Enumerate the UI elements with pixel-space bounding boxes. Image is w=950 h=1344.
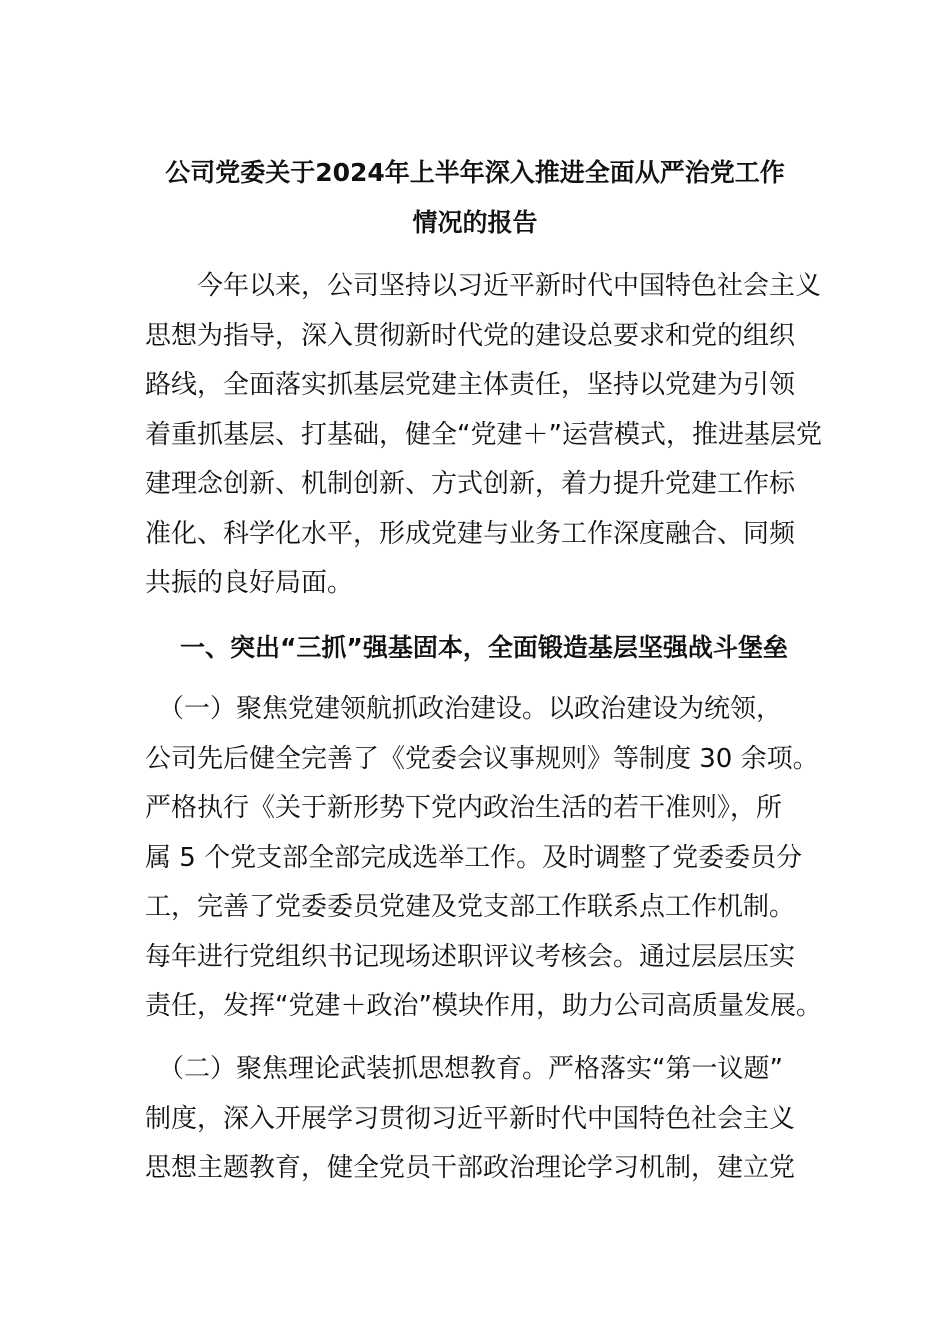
text-line: 路线，全面落实抓基层党建主体责任，坚持以党建为引领 bbox=[145, 370, 796, 400]
text-line: 思想主题教育，健全党员干部政治理论学习机制，建立党 bbox=[145, 1153, 796, 1183]
text-line: 责任，发挥“党建＋政治”模块作用，助力公司高质量发展。 bbox=[145, 991, 822, 1021]
text-line: 属 5 个党支部全部完成选举工作。及时调整了党委委员分 bbox=[145, 842, 803, 873]
text-line: 严格执行《关于新形势下党内政治生活的若干准则》，所 bbox=[145, 793, 783, 823]
title-line-1: 公司党委关于2024年上半年深入推进全面从严治党工作 bbox=[165, 158, 785, 187]
paragraph-political-building bbox=[145, 685, 822, 1032]
section-heading-1: 一、突出“三抓”强基固本，全面锻造基层坚强战斗堡垒 bbox=[180, 633, 788, 662]
intro-paragraph bbox=[145, 262, 822, 609]
text-line: 思想为指导，深入贯彻新时代党的建设总要求和党的组织 bbox=[145, 320, 796, 351]
paragraph-theory-education bbox=[145, 1045, 810, 1194]
text-line: 制度，深入开展学习贯彻习近平新时代中国特色社会主义 bbox=[145, 1103, 796, 1134]
text-line: 着重抓基层、打基础，健全“党建＋”运营模式，推进基层党 bbox=[145, 419, 822, 450]
text-line: 工，完善了党委委员党建及党支部工作联系点工作机制。 bbox=[145, 892, 796, 922]
text-line: 公司先后健全完善了《党委会议事规则》等制度 30 余项。 bbox=[145, 743, 819, 774]
text-line: （二）聚焦理论武装抓思想教育。严格落实“第一议题” bbox=[145, 1054, 783, 1084]
text-line: 共振的良好局面。 bbox=[145, 568, 354, 598]
text-line: （一）聚焦党建领航抓政治建设。以政治建设为统领， bbox=[145, 694, 783, 724]
title-line-2: 情况的报告 bbox=[412, 208, 538, 237]
text-line: 今年以来，公司坚持以习近平新时代中国特色社会主义 bbox=[145, 271, 822, 301]
text-line: 每年进行党组织书记现场述职评议考核会。通过层层压实 bbox=[145, 941, 796, 972]
text-line: 建理念创新、机制创新、方式创新，着力提升党建工作标 bbox=[145, 469, 796, 499]
text-line: 准化、科学化水平，形成党建与业务工作深度融合、同频 bbox=[145, 518, 796, 549]
document-title bbox=[145, 148, 805, 248]
